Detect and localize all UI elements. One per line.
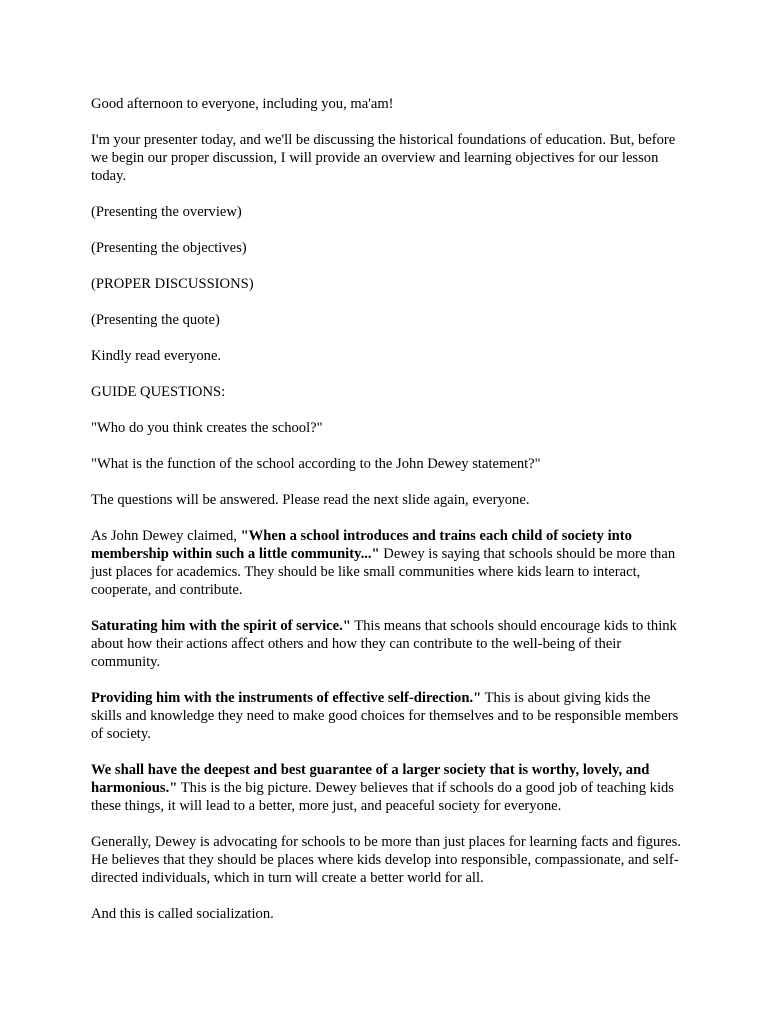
question-1-paragraph: "Who do you think creates the school?"	[91, 420, 323, 436]
service-explanation: This means that schools should encourage kids to think about how their actions affect others and how they can contribute to the well-being of their community.	[91, 618, 677, 670]
proper-discussions-paragraph: (PROPER DISCUSSIONS)	[91, 276, 254, 292]
service-quote: Saturating him with the spirit of service."	[91, 618, 351, 634]
question-2-paragraph: "What is the function of the school according to the John Dewey statement?"	[91, 456, 541, 472]
objectives-paragraph: (Presenting the objectives)	[91, 240, 247, 256]
guarantee-quote: We shall have the deepest and best guarantee of a larger society that is worthy, lovely, and harmonious."	[91, 762, 650, 796]
socialization-paragraph: And this is called socialization.	[91, 906, 274, 922]
overview-paragraph: (Presenting the overview)	[91, 204, 242, 220]
dewey-claim-lead: As John Dewey claimed,	[91, 528, 241, 544]
guarantee-paragraph	[91, 761, 683, 815]
generally-paragraph: Generally, Dewey is advocating for schools to be more than just places for learning facts and figures. He believes that they should be places where kids develop into responsible, compassionate, and self-directed individuals, which in turn will create a better world for all.	[91, 834, 681, 886]
answered-paragraph: The questions will be answered. Please read the next slide again, everyone.	[91, 492, 530, 508]
dewey-claim-quote: "When a school introduces and trains each child of society into membership within such a little community..."	[91, 528, 632, 562]
document-page	[91, 95, 683, 941]
quote-paragraph: (Presenting the quote)	[91, 312, 220, 328]
greeting-paragraph: Good afternoon to everyone, including you, ma'am!	[91, 96, 394, 112]
dewey-claim-paragraph	[91, 527, 683, 599]
self-direction-explanation: This is about giving kids the skills and knowledge they need to make good choices for themselves and to be responsible members of society.	[91, 690, 679, 742]
guide-questions-heading: GUIDE QUESTIONS:	[91, 384, 226, 400]
self-direction-paragraph	[91, 689, 683, 743]
self-direction-quote: Providing him with the instruments of effective self-direction."	[91, 690, 482, 706]
service-paragraph	[91, 617, 683, 671]
intro-paragraph: I'm your presenter today, and we'll be discussing the historical foundations of education. But, before we begin our proper discussion, I will provide an overview and learning objectives for our lesson today.	[91, 132, 676, 184]
read-everyone-paragraph: Kindly read everyone.	[91, 348, 222, 364]
guarantee-explanation: This is the big picture. Dewey believes that if schools do a good job of teaching kids these things, it will lead to a better, more just, and peaceful society for everyone.	[91, 780, 674, 814]
dewey-claim-explanation: Dewey is saying that schools should be more than just places for academics. They should be like small communities where kids learn to interact, cooperate, and contribute.	[91, 546, 676, 598]
